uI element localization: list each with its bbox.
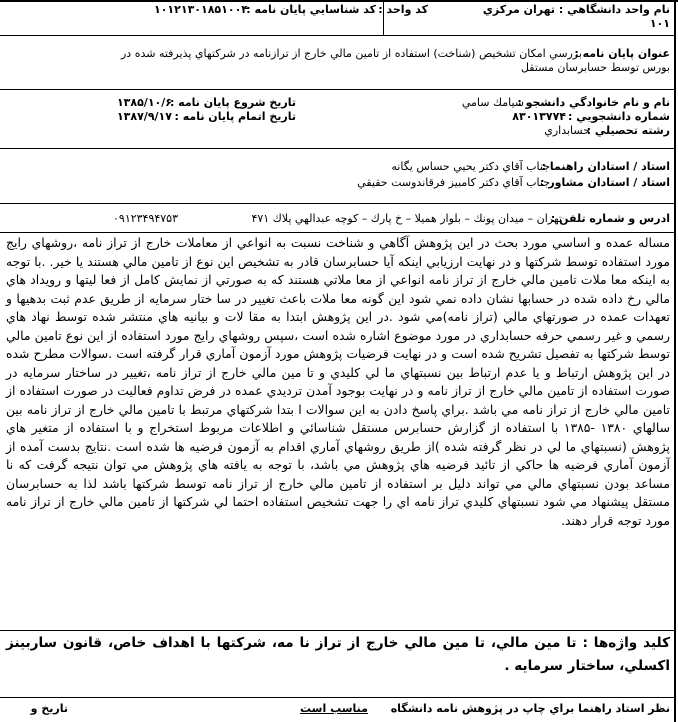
advisor-opinion-label: نظر استاد راهنما براي چاپ در پژوهش نامه دانشگاه	[390, 702, 670, 715]
thesis-id-value: ۱۰۱۲۱۳۰۱۸۵۱۰۰۴	[154, 3, 248, 16]
thesis-id-label: كد شناسايي پايان نامه :	[246, 3, 376, 16]
title-divider	[0, 89, 676, 90]
keywords-value: تا مين مالي، تا مين مالي خارج از تراز نا مه، شركتها با اهداف خاص، قانون ساربينز اكسلي، ساختار سرمايه .	[6, 635, 670, 674]
keywords-label: كليد واژه‌ها :	[582, 635, 670, 651]
consultant-label: استاد / استادان مشاور :	[540, 176, 670, 189]
keywords-section	[0, 632, 674, 690]
supervisor-value: جناب آقاي دكتر يحيي حساس يگانه	[391, 160, 550, 173]
end-date-label: تاريخ اتمام پايان نامه :	[174, 110, 296, 123]
field-value: حسابداري	[544, 124, 590, 137]
title-label: عنوان پايان نامه :	[574, 47, 670, 60]
code-value: ۱۰۱	[649, 17, 670, 30]
advisors-divider	[0, 203, 676, 204]
supervisor-label: استاد / استادان راهنما :	[541, 160, 670, 173]
right-border	[674, 0, 676, 722]
keywords-paragraph	[0, 632, 674, 678]
advisor-opinion-value: مناسب است	[300, 702, 368, 715]
student-name-label: نام و نام خانوادگي دانشجو :	[517, 96, 670, 109]
address-label: ادرس و شماره تلفن :	[550, 212, 670, 225]
abstract-paragraph: مساله عمده و اساسي مورد بحث در اين پژوهش آگاهي و شناخت نسبت به انواعي از معاملات خارج از تراز نامه ،روشهاي رايج مورد استفاده توسط شركتها و در نهايت ارزيابي اينكه آيا حسابرسان قادر به تشخيص اين نوع از تامين مالي هستند يا خير. .با توجه به اينكه معا ملات تامين مالي خارج از تراز نامه انواعي از معا ملاتي هستند كه به صورتي از نمايش كامل از فعا ليتها و رويداد هاي مالي رخ داده شده در حسابها نشان داده نمي شود اين گونه معا ملات باعث تغيير در سا ختار سرمايه از طريق عدم ثبت بدهيها و تعهدات عمده در صورتهاي مالي (تراز نامه)مي شود .در اين پژوهش ابتدا به مقا لات و بيانيه هاي منتشر شده توسط نهاد هاي رسمي و غير رسمي حرفه حسابداري در مورد موضوع اشاره شده است ،سپس روشهاي رايج مورد استفاده از اين نوع تامين مالي توسط شركتها به تفصيل تشريح شده است و در نهايت فرضيات پژوهش مورد آزمون آماري قرار گرفته است .سوالات مطرح شده در اين پژوهش ارتباط و يا عدم ارتباط بين نسبتهاي ما لي كليدي و تا مين مالي خارج از تراز نامه ،تغيير در ساختار سرمايه در صورت استفاده از تامين مالي خارج از تراز نامه و در نهايت بوجود آمدن ترديدي عمده در فرض تداوم فعاليت در صورت استفاده از تامين مالي خارج از تراز نامه مي باشد .براي پاسخ دادن به اين سوالات ا بتدا شركتهاي مرتبط با تامين مالي خارج از تراز نامه بين سالهاي ۱۳۸۰ -۱۳۸۵ با استفاده از گزارش حسابرس مستقل شناسائي و اطلاعات مربوط استخراج و با استفاده از متغير هاي پژوهش (نسبتهاي ما لي در نظر گرفته شده )از طريق روشهاي آماري اقدام به آزمون فرضيه ها شده است .نتايج بدست آمده از آزمون آماري فرضيه ها حاكي از تائيد فرضيه هاي پژوهش مي باشد، با توجه به يافته هاي پژوهش مي توان نتيجه گرفت كه نا مساعد بودن نسبتهاي مالي مي تواند دليل بر استفاده از تامين مالي خارج از تراز نامه توسط شركتها باشد لذا به حسابرسان مستقل پيشنهاد مي شود نسبتهاي كليدي تراز نامه اي را جهت تشخيص استفاده احتما لي شركتها از تامين مالي خارج از تراز نامه مورد توجه قرار دهند.	[6, 235, 670, 528]
address-divider	[0, 232, 676, 233]
field-label: رشته تحصيلي :	[586, 124, 670, 137]
unit-label: نام واحد دانشگاهي : تهران مركزي	[482, 3, 670, 16]
student-divider	[0, 148, 676, 149]
start-date-value: ۱۳۸۵/۱۰/۶	[116, 96, 172, 109]
title-line-2: بورس توسط حسابرسان مستقل	[520, 61, 670, 74]
title-line-1: بررسي امكان تشخيص (شناخت) استفاده از تامين مالي خارج از ترازنامه در شركتهاي پذيرفته شده در	[121, 47, 582, 60]
student-name-value: سيامك سامي	[461, 96, 524, 109]
phone-value: ۰۹۱۲۳۴۹۴۷۵۳	[113, 212, 178, 225]
header-divider	[0, 35, 676, 36]
code-label: كد واحد :	[378, 3, 428, 16]
consultant-value: جناب آقاي دكتر كامبيز فرقاندوست حقيقي	[357, 176, 550, 189]
top-border	[0, 0, 678, 2]
start-date-label: تاريخ شروع پايان نامه :	[169, 96, 296, 109]
end-date-value: ۱۳۸۷/۹/۱۷	[116, 110, 172, 123]
student-id-value: ۸۳۰۱۳۷۷۴	[512, 110, 566, 123]
keywords-divider	[0, 697, 676, 698]
student-id-label: شماره دانشجويي :	[567, 110, 670, 123]
address-value: تهران – ميدان پونك – بلوار همیلا – خ پارك – كوچه عبدالهي پلاك ۴۷۱	[251, 212, 562, 225]
abstract-divider	[0, 630, 676, 631]
abstract-text	[0, 234, 674, 630]
date-label: تاريخ و	[30, 702, 68, 715]
